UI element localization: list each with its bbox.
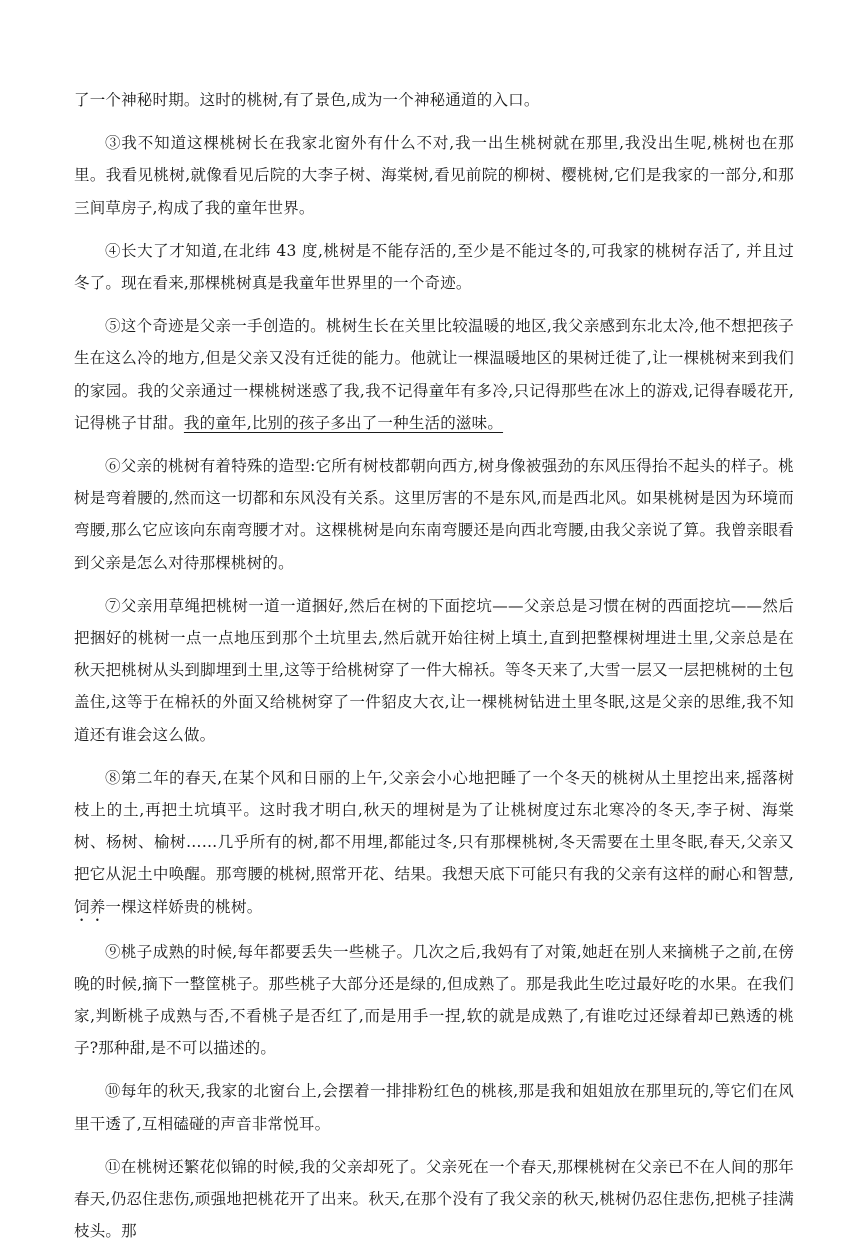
paragraph-continued [74,84,794,116]
paragraph-text: ⑪在桃树还繁花似锦的时候,我的父亲却死了。父亲死在一个春天,那棵桃树在父亲已不在人间的那年春天,仍忍住悲伤,顽强地把桃花开了出来。秋天,在那个没有了我父亲的秋天,桃树仍忍住悲伤,把桃子挂满枝头。那 [74,1157,794,1241]
paragraph-9 [74,936,794,1065]
emphasized-word: 饲养 [74,897,106,916]
paragraph-text: ⑨桃子成熟的时候,每年都要丢失一些桃子。几次之后,我妈有了对策,她赶在别人来摘桃子之前,在傍晚的时候,摘下一整筐桃子。那些桃子大部分还是绿的,但成熟了。那是我此生吃过最好吃的水果。在我们家,判断桃子成熟与否,不看桃子是否红了,而是用手一捏,软的就是成熟了,有谁吃过还绿着却已熟透的桃子?那种甜,是不可以描述的。 [74,942,794,1058]
paragraph-text: ⑩每年的秋天,我家的北窗台上,会摆着一排排粉红色的桃核,那是我和姐姐放在那里玩的,等它们在风里干透了,互相磕碰的声音非常悦耳。 [74,1082,794,1133]
paragraph-8 [74,762,794,925]
paragraph-7 [74,590,794,751]
underlined-sentence: 我的童年,比别的孩子多出了一种生活的滋味。 [183,413,504,432]
paragraph-text: ⑦父亲用草绳把桃树一道一道捆好,然后在树的下面挖坑——父亲总是习惯在树的西面挖坑——然后把捆好的桃树一点一点地压到那个土坑里去,然后就开始往树上填土,直到把整棵树埋进土里,父亲总是在秋天把桃树从头到脚埋到土里,这等于给桃树穿了一件大棉袄。等冬天来了,大雪一层又一层把桃树的土包盖住,这等于在棉袄的外面又给桃树穿了一件貂皮大衣,让一棵桃树钻进土里冬眠,这是父亲的思维,我不知道还有谁会这么做。 [74,596,794,744]
document-page [74,84,794,1259]
paragraph-6 [74,450,794,579]
paragraph-text: 了一个神秘时期。这时的桃树,有了景色,成为一个神秘通道的入口。 [74,91,540,109]
paragraph-10 [74,1075,794,1139]
paragraph-text: ③我不知道这棵桃树长在我家北窗外有什么不对,我一出生桃树就在那里,我没出生呢,桃树也在那里。我看见桃树,就像看见后院的大李子树、海棠树,看见前院的柳树、樱桃树,它们是我家的一部分,和那三间草房子,构成了我的童年世界。 [74,134,794,217]
paragraph-3 [74,127,794,224]
paragraph-11 [74,1151,794,1248]
paragraph-text: ④长大了才知道,在北纬 43 度,桃树是不能存活的,至少是不能过冬的,可我家的桃树存活了, 并且过冬了。现在看来,那棵桃树真是我童年世界里的一个奇迹。 [74,241,794,293]
paragraph-text: ⑥父亲的桃树有着特殊的造型:它所有树枝都朝向西方,树身像被强劲的东风压得抬不起头的样子。桃树是弯着腰的,然而这一切都和东风没有关系。这里厉害的不是东风,而是西北风。如果桃树是因为环境而弯腰,那么它应该向东南弯腰才对。这棵桃树是向东南弯腰还是向西北弯腰,由我父亲说了算。我曾亲眼看到父亲是怎么对待那棵桃树的。 [74,457,794,572]
paragraph-text: ⑧第二年的春天,在某个风和日丽的上午,父亲会小心地把睡了一个冬天的桃树从土里挖出来,摇落树枝上的土,再把土坑填平。这时我才明白,秋天的埋树是为了让桃树度过东北寒冷的冬天,李子树、海棠树、杨树、榆树……几乎所有的树,都不用埋,都能过冬,只有那棵桃树,冬天需要在土里冬眠,春天,父亲又把它从泥土中唤醒。那弯腰的桃树,照常开花、结果。我想天底下可能只有我的父亲有这样的耐心和智慧, [74,768,794,884]
paragraph-text: 一棵这样娇贵的桃树。 [105,897,263,916]
paragraph-5 [74,310,794,439]
paragraph-4 [74,235,794,299]
paragraph-text: ⑤这个奇迹是父亲一手创造的。桃树生长在关里比较温暖的地区,我父亲感到东北太冷,他不想把孩子生在这么冷的地方,但是父亲又没有迁徙的能力。他就让一棵温暖地区的果树迁徙了,让一棵桃树来到我们的家园。我的父亲通过一棵桃树迷惑了我,我不记得童年有多冷,只记得那些在冰上的游戏,记得春暖花开,记得桃子甘甜。 [74,317,794,432]
